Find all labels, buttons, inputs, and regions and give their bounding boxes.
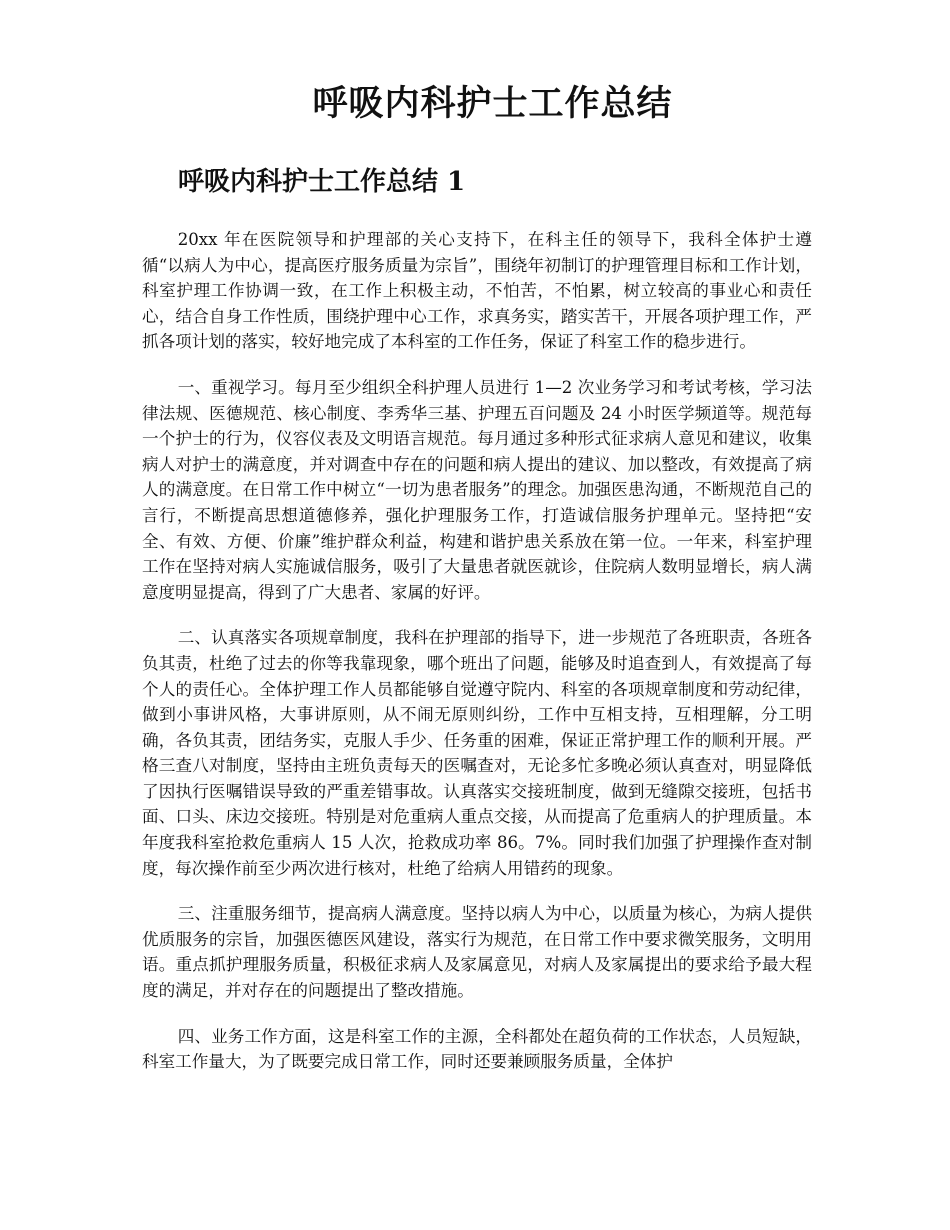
paragraph-study: 一、重视学习。每月至少组织全科护理人员进行 1—2 次业务学习和考试考核，学习法律法规、医德规范、核心制度、李秀华三基、护理五百问题及 24 小时医学频道等。规范每一个护士的行为，仪容仪表及文明语言规范。每月通过多种形式征求病人意见和建议，收集病人对护士的满意度，并对调查中存在的问题和病人提出的建议、加以整改，有效提高了病人的满意度。在日常工作中树立“一切为患者服务”的理念。加强医患沟通，不断规范自己的言行，不断提高思想道德修养，强化护理服务工作，打造诚信服务护理单元。坚持把“安全、有效、方便、价廉”维护群众利益，构建和谐护患关系放在第一位。一年来，科室护理工作在坚持对病人实施诚信服务，吸引了大量患者就医就诊，住院病人数明显增长，病人满意度明显提高，得到了广大患者、家属的好评。 <box>142 377 812 602</box>
paragraph-intro: 20xx 年在医院领导和护理部的关心支持下，在科主任的领导下，我科全体护士遵循“以病人为中心，提高医疗服务质量为宗旨”，围绕年初制订的护理管理目标和工作计划，科室护理工作协调一致，在工作上积极主动，不怕苦，不怕累，树立较高的事业心和责任心，结合自身工作性质，围绕护理中心工作，求真务实，踏实苦干，开展各项护理工作，严抓各项计划的落实，较好地完成了本科室的工作任务，保证了科室工作的稳步进行。 <box>142 230 812 352</box>
section-title: 呼吸内科护士工作总结 1 <box>178 167 466 197</box>
document-body <box>142 227 812 1095</box>
document-title: 呼吸内科护士工作总结 <box>312 83 673 124</box>
paragraph-business: 四、业务工作方面，这是科室工作的主源，全科都处在超负荷的工作状态，人员短缺，科室工作量大，为了既要完成日常工作，同时还要兼顾服务质量，全体护 <box>142 1026 812 1072</box>
paragraph-rules: 二、认真落实各项规章制度，我科在护理部的指导下，进一步规范了各班职责，各班各负其责，杜绝了过去的你等我靠现象，哪个班出了问题，能够及时追查到人，有效提高了每个人的责任心。全体护理工作人员都能够自觉遵守院内、科室的各项规章制度和劳动纪律，做到小事讲风格，大事讲原则，从不闹无原则纠纷，工作中互相支持，互相理解，分工明确，各负其责，团结务实，克服人手少、任务重的困难，保证正常护理工作的顺利开展。严格三查八对制度，坚持由主班负责每天的医嘱查对，无论多忙多晚必须认真查对，明显降低了因执行医嘱错误导致的严重差错事故。认真落实交接班制度，做到无缝隙交接班，包括书面、口头、床边交接班。特别是对危重病人重点交接，从而提高了危重病人的护理质量。本年度我科室抢救危重病人 15 人次，抢救成功率 86。7%。同时我们加强了护理操作查对制度，每次操作前至少两次进行核对，杜绝了给病人用错药的现象。 <box>142 628 812 878</box>
paragraph-service: 三、注重服务细节，提高病人满意度。坚持以病人为中心，以质量为核心，为病人提供优质服务的宗旨，加强医德医风建设，落实行为规范，在日常工作中要求微笑服务，文明用语。重点抓护理服务质量，积极征求病人及家属意见，对病人及家属提出的要求给予最大程度的满足，并对存在的问题提出了整改措施。 <box>142 904 812 1001</box>
